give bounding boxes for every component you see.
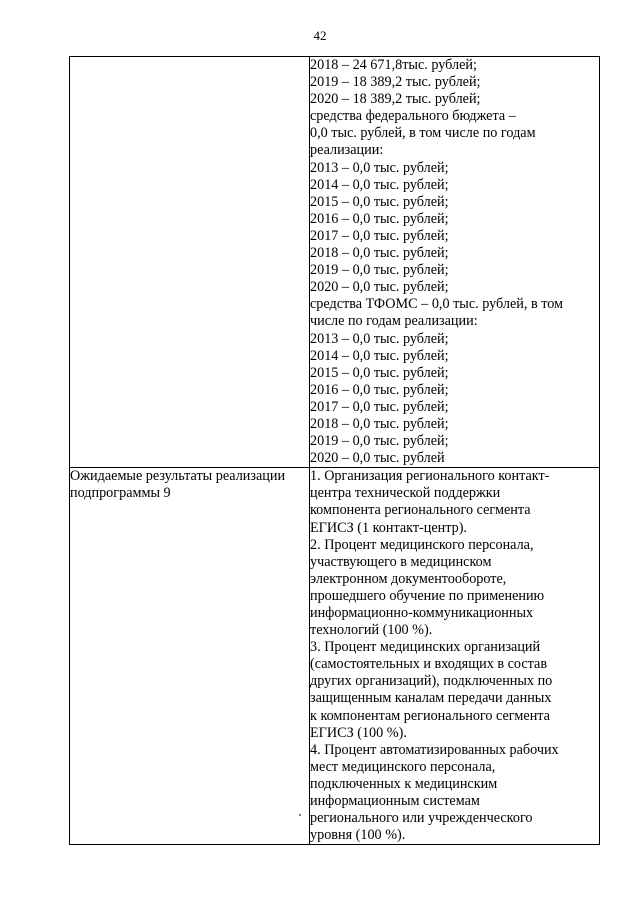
result-line: информационно-коммуникационных	[310, 605, 534, 621]
expected-results-label: подпрограммы 9	[70, 485, 171, 502]
financing-line: 2019 – 0,0 тыс. рублей;	[310, 433, 449, 450]
result-line: регионального или учрежденческого	[310, 810, 533, 827]
result-line: технологий (100 %).	[310, 622, 433, 639]
result-line: (самостоятельных и входящих в состав	[310, 656, 548, 673]
result-line: компонента регионального сегмента	[310, 502, 531, 519]
financing-line: 2020 – 0,0 тыс. рублей	[310, 450, 445, 467]
table-row-financing	[70, 57, 600, 468]
result-line: 2. Процент медицинского персонала,	[310, 536, 534, 553]
result-line: защищенным каналам передачи данных	[310, 690, 552, 707]
result-line: ЕГИСЗ (100 %).	[310, 724, 407, 741]
result-line: центра технической поддержки	[310, 485, 501, 502]
financing-line: 2013 – 0,0 тыс. рублей;	[310, 159, 449, 176]
financing-line: 2016 – 0,0 тыс. рублей;	[310, 210, 449, 227]
expected-results-label-cell	[70, 468, 310, 845]
result-line: ЕГИСЗ (1 контакт-центр).	[310, 519, 467, 536]
result-line: других организаций), подключенных по	[310, 673, 553, 690]
result-line: подключенных к медицинским	[310, 775, 498, 792]
financing-line: 2015 – 0,0 тыс. рублей;	[310, 364, 449, 381]
expected-results-cell	[310, 468, 600, 845]
result-line: мест медицинского персонала,	[310, 758, 496, 775]
financing-line: 2017 – 0,0 тыс. рублей;	[310, 227, 449, 244]
financing-line: 2014 – 0,0 тыс. рублей;	[310, 347, 449, 364]
financing-line: 2018 – 0,0 тыс. рублей;	[310, 415, 449, 432]
financing-line: реализации:	[310, 142, 384, 159]
financing-line: 2014 – 0,0 тыс. рублей;	[310, 176, 449, 193]
program-table	[69, 56, 600, 845]
result-line: уровня (100 %).	[310, 827, 406, 844]
result-line: электронном документообороте,	[310, 570, 507, 587]
financing-line: числе по годам реализации:	[310, 313, 478, 330]
expected-results-label: Ожидаемые результаты реализации	[70, 468, 286, 485]
page-number: 42	[313, 28, 327, 43]
table-row-expected-results	[70, 468, 600, 845]
result-line: прошедшего обучение по применению	[310, 587, 545, 604]
result-line: 3. Процент медицинских организаций	[310, 639, 541, 656]
financing-line: 2020 – 18 389,2 тыс. рублей;	[310, 91, 481, 108]
result-line: участвующего в медицинском	[310, 553, 492, 570]
financing-line: 2016 – 0,0 тыс. рублей;	[310, 381, 449, 398]
financing-line: 2015 – 0,0 тыс. рублей;	[310, 193, 449, 210]
financing-line: 2019 – 18 389,2 тыс. рублей;	[310, 74, 481, 91]
row1-left-cell	[70, 57, 310, 468]
financing-line: 2017 – 0,0 тыс. рублей;	[310, 398, 449, 415]
financing-line: 0,0 тыс. рублей, в том числе по годам	[310, 125, 536, 142]
financing-line: 2018 – 24 671,8тыс. рублей;	[310, 57, 477, 73]
financing-line: 2013 – 0,0 тыс. рублей;	[310, 330, 449, 347]
result-line: 4. Процент автоматизированных рабочих	[310, 741, 559, 758]
financing-line: 2019 – 0,0 тыс. рублей;	[310, 262, 449, 279]
row1-right-cell	[310, 57, 600, 468]
financing-line: средства федерального бюджета –	[310, 108, 516, 125]
financing-line: средства ТФОМС – 0,0 тыс. рублей, в том	[310, 296, 564, 313]
financing-line: 2018 – 0,0 тыс. рублей;	[310, 245, 449, 262]
financing-line: 2020 – 0,0 тыс. рублей;	[310, 279, 449, 296]
result-line: информационным системам	[310, 793, 480, 810]
result-line: 1. Организация регионального контакт-	[310, 468, 550, 485]
result-line: к компонентам регионального сегмента	[310, 707, 550, 724]
scan-speck	[299, 814, 301, 816]
